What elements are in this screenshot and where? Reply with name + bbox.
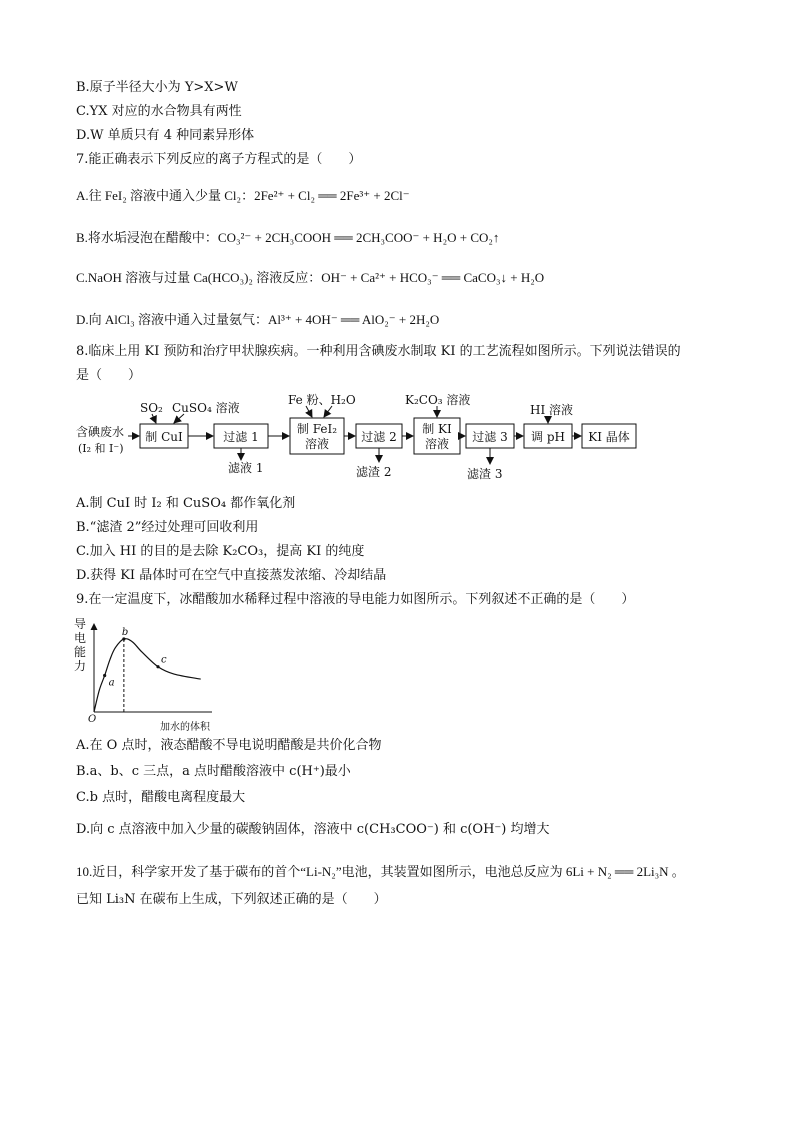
chart-x-label: 加水的体积	[160, 722, 210, 733]
chart-y-label-char: 力	[74, 659, 87, 673]
q8-option-d: D.获得 KI 晶体时可在空气中直接蒸发浓缩、冷却结晶	[76, 568, 387, 583]
flow-reagent-cuso4: CuSO₄ 溶液	[172, 401, 240, 415]
q9-option-c: C.b 点时，醋酸电离程度最大	[76, 790, 246, 805]
flow-box1-label: 制 CuI	[145, 430, 183, 444]
flow-box5-label-1: 制 KI	[422, 422, 452, 436]
q8-option-a: A.制 CuI 时 I₂ 和 CuSO₄ 都作氧化剂	[76, 496, 296, 511]
chart-point-c	[156, 665, 159, 668]
option-b-radius: B.原子半径大小为 Y>X>W	[76, 80, 238, 95]
q9-option-a: A.在 O 点时，液态醋酸不导电说明醋酸是共价化合物	[76, 738, 382, 753]
chart-y-label-char: 能	[74, 645, 87, 659]
flow-reagent-k2co3: K₂CO₃ 溶液	[405, 393, 471, 407]
chart-point-label-a: a	[108, 677, 115, 689]
flow-box6-label: 过滤 3	[472, 430, 508, 444]
flow-box8-label: KI 晶体	[588, 430, 630, 444]
chart-y-label-char: 导	[74, 617, 87, 631]
question-10-stem-cont: 已知 Li₃N 在碳布上生成，下列叙述正确的是（ ）	[76, 892, 387, 907]
question-9-stem: 9.在一定温度下，冰醋酸加水稀释过程中溶液的导电能力如图所示。下列叙述不正确的是（ ）	[76, 592, 635, 607]
flow-input-line2: (I₂ 和 I⁻)	[78, 442, 124, 455]
flow-output-residue-2: 滤渣 2	[356, 465, 392, 479]
flow-box4-label: 过滤 2	[361, 430, 397, 444]
flow-box3-label-1: 制 FeI₂	[296, 422, 338, 436]
question-10-stem: 10.近日，科学家开发了基于碳布的首个“Li-N₂”电池，其装置如图所示，电池总反应为 6Li + N₂ ══ 2Li₃N 。	[76, 864, 685, 879]
question-8-stem-cont: 是（ ）	[76, 368, 142, 383]
q7-option-c: C.NaOH 溶液与过量 Ca(HCO₃)₂ 溶液反应：OH⁻ + Ca²⁺ + HCO₃⁻ ══ CaCO₃↓ + H₂O	[76, 270, 545, 285]
flow-reagent-so2: SO₂	[140, 401, 163, 415]
q7-option-a: A.往 FeI₂ 溶液中通入少量 Cl₂：2Fe²⁺ + Cl₂ ══ 2Fe³⁺ + 2Cl⁻	[76, 188, 410, 203]
q8-option-b: B.“滤渣 2”经过处理可回收利用	[76, 520, 259, 535]
flow-arrow-fe	[306, 406, 312, 417]
flow-arrow-h2o	[324, 406, 332, 417]
flow-reagent-fe-h2o: Fe 粉、H₂O	[288, 393, 356, 407]
ki-process-flow-diagram	[0, 392, 794, 492]
chart-origin-label: O	[88, 714, 97, 725]
flow-reagent-hi: HI 溶液	[530, 403, 574, 417]
q8-option-c: C.加入 HI 的目的是去除 K₂CO₃，提高 KI 的纯度	[76, 544, 365, 559]
option-c-hydrate: C.YX 对应的水合物具有两性	[76, 104, 242, 119]
flow-output-residue-3: 滤渣 3	[467, 467, 503, 481]
flow-box3-label-2: 溶液	[304, 437, 330, 451]
q7-option-d: D.向 AlCl₃ 溶液中通入过量氨气：Al³⁺ + 4OH⁻ ══ AlO₂⁻ + 2H₂O	[76, 312, 440, 327]
flow-box5-label-2: 溶液	[424, 437, 450, 451]
q7-option-b: B.将水垢浸泡在醋酸中：CO₃²⁻ + 2CH₃COOH ══ 2CH₃COO⁻ + H₂O + CO₂↑	[76, 230, 500, 245]
chart-point-label-c: c	[161, 654, 167, 666]
flow-arrow-so2	[152, 414, 156, 423]
flow-output-filtrate-1: 滤液 1	[228, 461, 264, 475]
flow-box7-label: 调 pH	[531, 430, 565, 444]
option-d-allotropes: D.W 单质只有 4 种同素异形体	[76, 128, 255, 143]
chart-conductivity-curve	[94, 639, 201, 712]
chart-point-a	[103, 674, 106, 677]
flow-box2-label: 过滤 1	[223, 430, 259, 444]
question-8-stem: 8.临床上用 KI 预防和治疗甲状腺疾病。一种利用含碘废水制取 KI 的工艺流程如图所示。下列说法错误的	[76, 344, 681, 359]
q9-option-d: D.向 c 点溶液中加入少量的碳酸钠固体，溶液中 c(CH₃COO⁻) 和 c(OH⁻) 均增大	[76, 822, 550, 837]
q9-option-b: B.a、b、c 三点，a 点时醋酸溶液中 c(H⁺)最小	[76, 764, 351, 779]
chart-y-label	[74, 617, 86, 673]
conductivity-chart	[72, 614, 222, 736]
flow-arrow-cuso4	[174, 414, 184, 423]
chart-point-label-b: b	[121, 626, 129, 638]
flow-input-line1: 含碘废水	[76, 425, 125, 439]
question-7-stem: 7.能正确表示下列反应的离子方程式的是（ ）	[76, 152, 362, 167]
chart-y-label-char: 电	[74, 631, 87, 645]
